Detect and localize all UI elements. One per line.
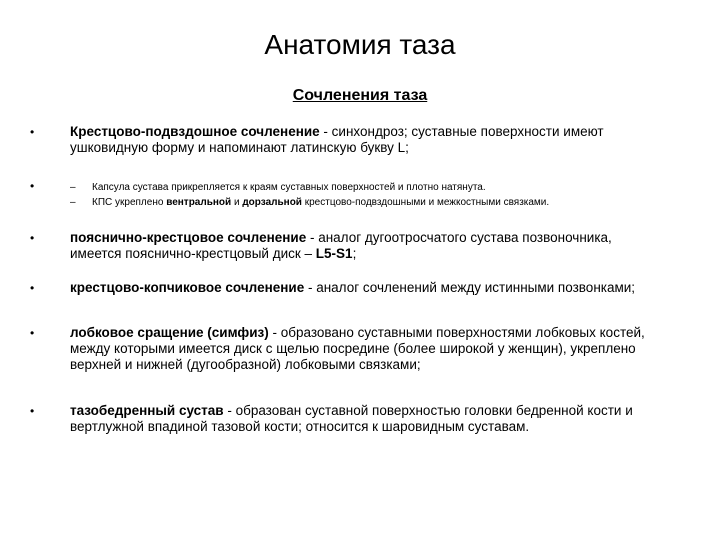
bullet: • [30, 404, 35, 418]
bullet: • [30, 281, 35, 295]
list-item-text [70, 403, 660, 435]
term: лобковое сращение (симфиз) [70, 325, 269, 340]
bullet: • [30, 125, 35, 139]
description: - аналог сочленений между истинными позвонками; [304, 280, 636, 295]
sub-list-item [70, 195, 670, 210]
page-title: Анатомия таза [264, 29, 456, 60]
term: пояснично-крестцовое сочленение [70, 230, 307, 245]
list-item-text [70, 230, 660, 262]
sub-list-item [70, 180, 670, 195]
bullet: • [30, 231, 35, 245]
text-part: и [231, 197, 243, 208]
list-item-text [70, 325, 660, 373]
list-item-text [70, 124, 660, 156]
description: - образован суставной поверхностью головки бедренной кости и вертлужной впадиной тазовой кости; относится к шаровидным суставам. [70, 403, 633, 434]
term: L5-S1 [315, 246, 353, 261]
description: - образовано суставными поверхностями лобковых костей, между которыми имеется диск с щелью посредине (более широкой у женщин), укреплено верхней и нижней (дугообразной) лобковыми связками; [70, 325, 645, 372]
dash: – [70, 182, 76, 193]
description: ; [352, 246, 357, 261]
term: тазобедренный сустав [70, 403, 224, 418]
text-part: крестцово-подвздошными и межкостными связками. [301, 197, 550, 208]
section-subtitle: Сочленения таза [292, 87, 428, 104]
text-part: КПС укреплено [92, 197, 167, 208]
description: - синхондроз; суставные поверхности имеют ушковидную форму и напоминают латинскую букву L; [70, 124, 604, 155]
sub-list-text: Капсула сустава прикрепляется к краям суставных поверхностей и плотно натянута. [92, 182, 486, 193]
term: вентральной [166, 197, 232, 208]
dash: – [70, 197, 76, 208]
term: крестцово-копчиковое сочленение [70, 280, 305, 295]
term: дорзальной [242, 197, 302, 208]
sub-list-text [92, 195, 549, 210]
description: - аналог дугоотросчатого сустава позвоночника, имеется пояснично-крестцовый диск – [70, 230, 612, 261]
bullet: • [30, 179, 35, 193]
sub-list [70, 180, 670, 210]
term: Крестцово-подвздошное сочленение [70, 124, 320, 139]
bullet: • [30, 326, 35, 340]
list-item-text [70, 280, 660, 296]
